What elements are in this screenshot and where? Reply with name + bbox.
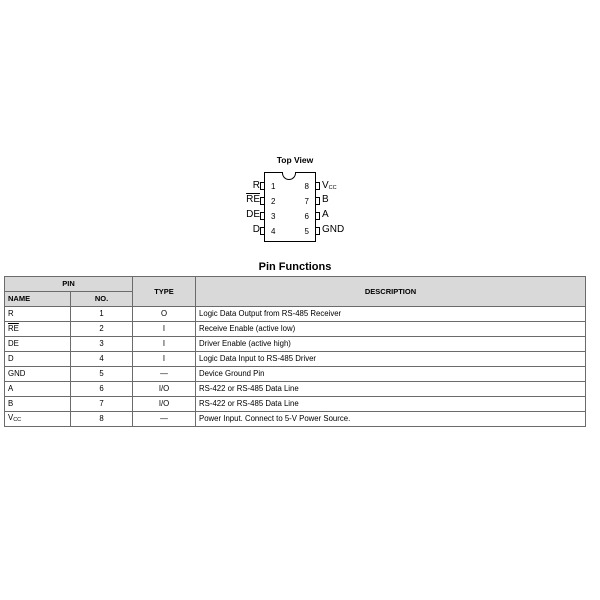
pin-lead-2	[260, 197, 265, 205]
cell-name: VCC	[5, 412, 71, 427]
cell-no: 2	[71, 322, 133, 337]
table-row	[5, 367, 586, 382]
table-row	[5, 397, 586, 412]
table-row	[5, 322, 586, 337]
table-row	[5, 352, 586, 367]
pin-label-d: D	[252, 224, 260, 235]
pin-lead-5	[315, 227, 320, 235]
pin-number-4: 4	[271, 227, 276, 236]
pin-label-re: $\overline{RE}$	[246, 194, 260, 205]
pin-label-de: DE	[246, 209, 260, 220]
cell-description: RS-422 or RS-485 Data Line	[196, 382, 586, 397]
cell-type: I	[133, 352, 196, 367]
pin-number-3: 3	[271, 212, 276, 221]
cell-name: D	[5, 352, 71, 367]
cell-description: Device Ground Pin	[196, 367, 586, 382]
pin-number-1: 1	[271, 182, 276, 191]
cell-type: I/O	[133, 397, 196, 412]
pin-lead-6	[315, 212, 320, 220]
pin-functions-title: Pin Functions	[258, 261, 332, 273]
pin-label-gnd: GND	[322, 224, 345, 235]
pin-lead-3	[260, 212, 265, 220]
table-row	[5, 337, 586, 352]
cell-description: Logic Data Input to RS-485 Driver	[196, 352, 586, 367]
cell-description: RS-422 or RS-485 Data Line	[196, 397, 586, 412]
header-type: TYPE	[133, 277, 196, 307]
pin-lead-1	[260, 182, 265, 190]
cell-name: A	[5, 382, 71, 397]
cell-type: O	[133, 307, 196, 322]
pin-number-6: 6	[304, 212, 309, 221]
cell-no: 8	[71, 412, 133, 427]
cell-no: 1	[71, 307, 133, 322]
header-pin: PIN	[5, 277, 133, 292]
cell-no: 5	[71, 367, 133, 382]
cell-no: 7	[71, 397, 133, 412]
pin-label-a: A	[322, 209, 329, 220]
pin-lead-7	[315, 197, 320, 205]
pin-label-b: B	[322, 194, 329, 205]
top-view-title: Top View	[276, 155, 314, 165]
table-row	[5, 412, 586, 427]
cell-type: I	[133, 337, 196, 352]
cell-name: DE	[5, 337, 71, 352]
pin-number-5: 5	[304, 227, 309, 236]
cell-type: —	[133, 412, 196, 427]
cell-name: $\overline{RE}$	[5, 322, 71, 337]
table-header-row	[5, 277, 586, 292]
cell-name: B	[5, 397, 71, 412]
header-no: NO.	[71, 292, 133, 307]
pin-number-7: 7	[304, 197, 309, 206]
package-notch	[282, 172, 296, 180]
table-row	[5, 307, 586, 322]
cell-description: Logic Data Output from RS-485 Receiver	[196, 307, 586, 322]
cell-type: —	[133, 367, 196, 382]
cell-name: R	[5, 307, 71, 322]
pin-lead-8	[315, 182, 320, 190]
pin-label-r: R	[252, 180, 260, 191]
cell-description: Power Input. Connect to 5-V Power Source.	[196, 412, 586, 427]
cell-type: I/O	[133, 382, 196, 397]
pin-label-vcc: VCC	[322, 180, 337, 191]
cell-description: Receive Enable (active low)	[196, 322, 586, 337]
table-row	[5, 382, 586, 397]
cell-description: Driver Enable (active high)	[196, 337, 586, 352]
header-description: DESCRIPTION	[196, 277, 586, 307]
pin-number-2: 2	[271, 197, 276, 206]
cell-no: 4	[71, 352, 133, 367]
header-name: NAME	[5, 292, 71, 307]
cell-type: I	[133, 322, 196, 337]
pin-number-8: 8	[304, 182, 309, 191]
cell-name: GND	[5, 367, 71, 382]
ic-package-outline	[264, 172, 316, 242]
cell-no: 3	[71, 337, 133, 352]
pin-functions-table	[4, 276, 586, 427]
pin-lead-4	[260, 227, 265, 235]
cell-no: 6	[71, 382, 133, 397]
